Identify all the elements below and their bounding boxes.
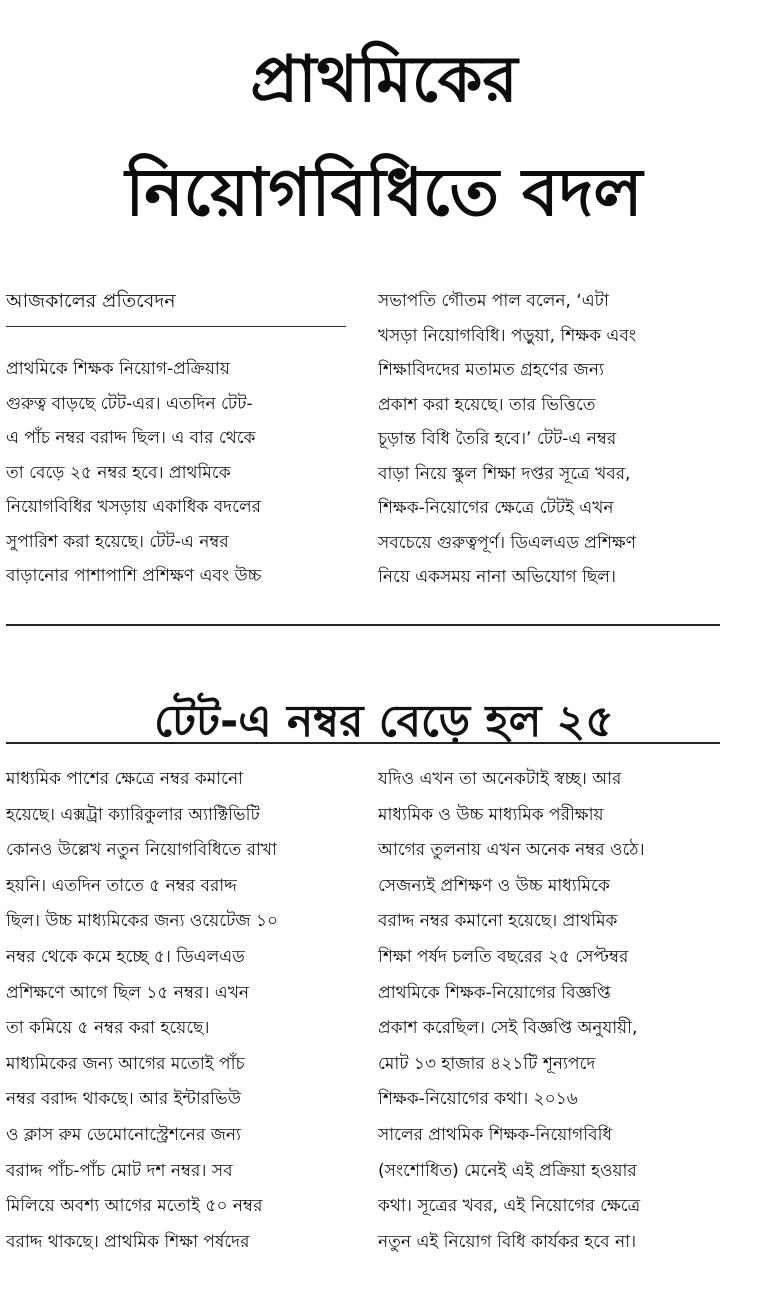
headline-line-1: প্রাথমিকের [250,43,518,117]
text-line: চূড়ান্ত বিধি তৈরি হবে।’ টেট-এ নম্বর [378,429,617,449]
text-line: প্রকাশ করা হয়েছে। তার ভিত্তিতে [378,394,596,415]
text-line: এ পাঁচ নম্বর বরাদ্দ ছিল। এ বার থেকে [6,428,256,448]
section-divider-bottom [6,742,720,744]
text-line: মাধ্যমিক ও উচ্চ মাধ্যমিক পরীক্ষায় [378,804,604,825]
text-line: খসড়া নিয়োগবিধি। পড়ুয়া, শিক্ষক এবং [378,325,637,346]
text-line: নিয়োগবিধির খসড়ায় একাধিক বদলের [6,497,261,517]
text-line: সেজন্যই প্রশিক্ষণ ও উচ্চ মাধ্যমিকে [378,875,610,896]
text-line: শিক্ষক-নিয়োগের ক্ষেত্রে টেটই এখন [378,498,614,518]
subheadline: টেট-এ নম্বর বেড়ে হল ২৫ [154,695,614,747]
text-line: মোট ১৩ হাজার ৪২১টি শূন্যপদে [378,1053,596,1074]
text-line: প্রাথমিকে শিক্ষক-নিয়োগের বিজ্ঞপ্তি [378,982,611,1003]
text-line: শিক্ষক-নিয়োগের কথা। ২০১৬ [378,1089,578,1110]
text-line: যদিও এখন তা অনেকটাই স্বচ্ছ। আর [378,769,622,789]
text-line: সালের প্রাথমিক শিক্ষক-নিয়োগবিধি [378,1124,613,1145]
text-line: হয়নি। এতদিন তাতে ৫ নম্বর বরাদ্দ [6,875,237,896]
text-line: বরাদ্দ নম্বর কমানো হয়েছে। প্রাথমিক [378,911,618,932]
byline: আজকালের প্রতিবেদন [6,284,346,327]
text-line: মাধ্যমিক পাশের ক্ষেত্রে নম্বর কমানো [6,769,244,789]
text-line: কোনও উল্লেখ নতুন নিয়োগবিধিতে রাখা [6,840,277,861]
text-line: (সংশোধিত) মেনেই এই প্রক্রিয়া হওয়ার [378,1160,637,1181]
text-line: ও ক্লাস রুম ডেমোনোস্ট্রেশনের জন্য [6,1124,241,1145]
text-line: বরাদ্দ থাকছে। প্রাথমিক শিক্ষা পর্ষদের [6,1231,250,1252]
text-line: সভাপতি গৌতম পাল বলেন, ‘এটা [378,291,609,311]
text-line: সুপারিশ করা হয়েছে। টেট-এ নম্বর [6,531,229,552]
text-line: নিয়ে একসময় নানা অভিযোগ ছিল। [378,567,616,587]
text-line: আগের তুলনায় এখন অনেক নম্বর ওঠে। [378,840,645,861]
text-line: নম্বর থেকে কমে হচ্ছে ৫। ডিএলএড [6,946,245,967]
text-line: শিক্ষাবিদদের মতামত গ্রহণের জন্য [378,360,604,380]
text-line: শিক্ষা পর্ষদ চলতি বছরের ২৫ সেপ্টম্বর [378,946,629,967]
text-line: প্রশিক্ষণে আগে ছিল ১৫ নম্বর। এখন [6,982,250,1003]
text-line: তা কমিয়ে ৫ নম্বর করা হয়েছে। [6,1018,210,1039]
text-line: প্রকাশ করেছিল। সেই বিজ্ঞপ্তি অনুযায়ী, [378,1018,638,1039]
text-line: কথা। সূত্রের খবর, এই নিয়োগের ক্ষেত্রে [378,1196,641,1217]
text-line: তা বেড়ে ২৫ নম্বর হবে। প্রাথমিকে [6,462,231,483]
text-line: বরাদ্দ পাঁচ-পাঁচ মোট দশ নম্বর। সব [6,1160,233,1181]
article-column-4 [378,762,718,1260]
headline-line-2: নিয়োগবিধিতে বদল [125,154,643,231]
text-line: বাড়া নিয়ে স্কুল শিক্ষা দপ্তর সূত্রে খবর, [378,463,631,484]
text-line: নতুন এই নিয়োগ বিধি কার্যকর হবে না। [378,1231,637,1252]
article-column-1 [6,352,346,594]
text-line: গুরুত্ব বাড়ছে টেট-এর। এতদিন টেট- [6,393,253,414]
text-line: প্রাথমিকে শিক্ষক নিয়োগ-প্রক্রিয়ায় [6,359,230,379]
text-line: বাড়ানোর পাশাপাশি প্রশিক্ষণ এবং উচ্চ [6,566,262,586]
article-column-3 [6,762,346,1260]
text-line: মাধ্যমিকের জন্য আগের মতোই পাঁচ [6,1053,245,1074]
article-column-2 [378,284,718,595]
text-line: ছিল। উচ্চ মাধ্যমিকের জন্য ওয়েটেজ ১০ [6,911,279,932]
text-line: মিলিয়ে অবশ্য আগের মতোই ৫০ নম্বর [6,1196,263,1217]
text-line: সবচেয়ে গুরুত্বপূর্ণ। ডিএলএড প্রশিক্ষণ [378,532,636,553]
section-divider-top [6,624,720,626]
text-line: হয়েছে। এক্সট্রা ক্যারিকুলার অ্যাক্টিভিটি [6,804,260,825]
text-line: নম্বর বরাদ্দ থাকছে। আর ইন্টারভিউ [6,1089,241,1110]
